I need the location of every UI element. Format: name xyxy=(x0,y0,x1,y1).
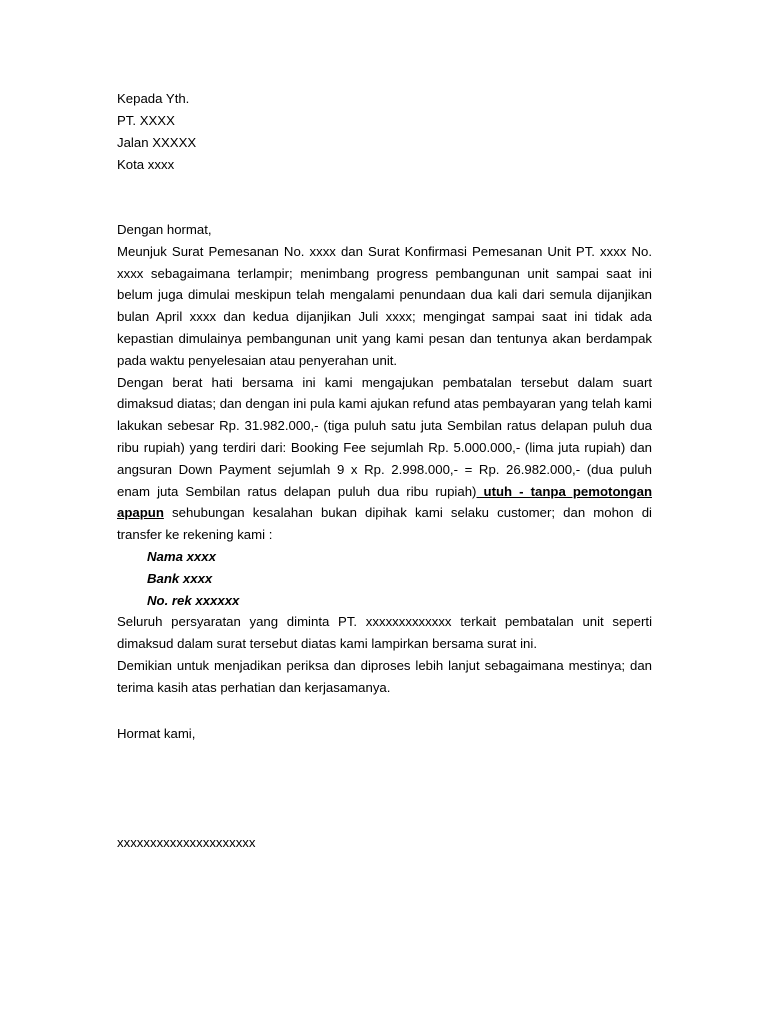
recipient-company: PT. XXXX xyxy=(117,113,175,128)
bank-account-number: No. rek xxxxxx xyxy=(147,592,240,608)
recipient-city: Kota xxxx xyxy=(117,157,175,172)
recipient-street: Jalan XXXXX xyxy=(117,135,197,150)
paragraph-closing-remark: Demikian untuk menjadikan periksa dan diproses lebih lanjut sebagaimana mestinya; dan terima kasih atas perhatian dan kerjasamanya. xyxy=(117,657,652,695)
paragraph-reference: Meunjuk Surat Pemesanan No. xxxx dan Surat Konfirmasi Pemesanan Unit PT. xxxx No. xxxx sebagaimana terlampir; menimbang progress pembangunan unit sampai saat ini belum juga dimulai meskipun telah mengalami penundaan dua kali dari semula dijanjikan bulan April xxxx dan kedua dijanjikan Juli xxxx; mengingat sampai saat ini tidak ada kepastian dimulainya pembangunan unit yang kami pesan dan tentunya akan berdampak pada waktu penyelesaian atau penyerahan unit. xyxy=(117,243,652,368)
closing-salutation: Hormat kami, xyxy=(117,726,196,741)
recipient-address xyxy=(117,88,652,176)
letter-body xyxy=(117,219,652,699)
bank-account-name: Nama xxxx xyxy=(147,548,216,564)
refund-text-cont: sehubungan kesalahan bukan dipihak kami selaku customer; dan mohon di transfer ke rekening kami : xyxy=(117,505,652,543)
paragraph-refund-request xyxy=(117,372,652,546)
bank-name: Bank xxxx xyxy=(147,570,213,586)
refund-emphasis: utuh - tanpa pemotongan apapun xyxy=(117,483,652,521)
refund-text: Dengan berat hati bersama ini kami mengajukan pembatalan tersebut dalam suart dimaksud diatas; dan dengan ini pula kami ajukan refund atas pembayaran yang telah kami lakukan sebesar Rp. 31.982.000,- (tiga puluh satu juta Sembilan ratus delapan puluh dua ribu rupiah) yang terdiri dari: Booking Fee sejumlah Rp. 5.000.000,- (lima juta rupiah) dan angsuran Down Payment sejumlah 9 x Rp. 2.998.000,- = Rp. 26.982.000,- (dua puluh enam juta Sembilan ratus delapan puluh dua ribu rupiah) xyxy=(117,374,652,499)
signature-name: xxxxxxxxxxxxxxxxxxxxx xyxy=(117,835,256,850)
greeting: Dengan hormat, xyxy=(117,222,212,237)
recipient-salutation: Kepada Yth. xyxy=(117,91,190,106)
paragraph-requirements: Seluruh persyaratan yang diminta PT. xxxxxxxxxxxxx terkait pembatalan unit seperti dimaksud dalam surat tersebut diatas kami lampirkan bersama surat ini. xyxy=(117,614,652,652)
